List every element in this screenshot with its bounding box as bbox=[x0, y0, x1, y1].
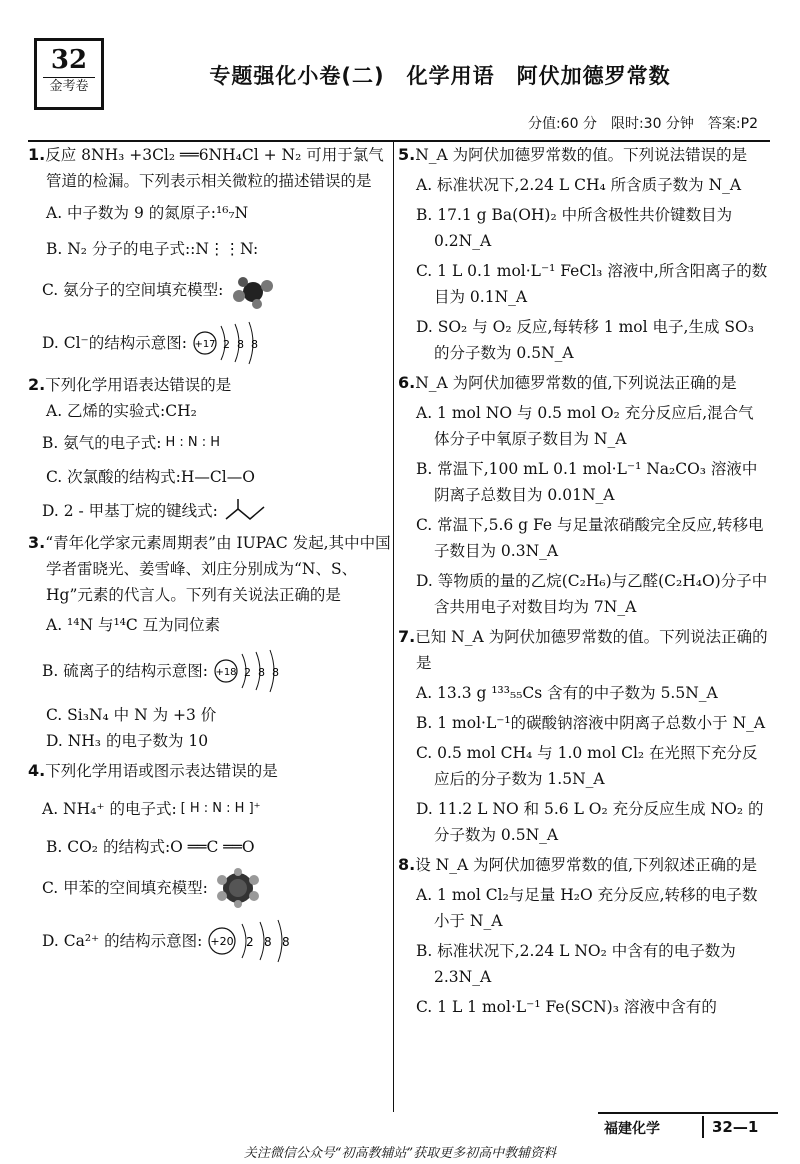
option-c-label: C. 氨分子的空间填充模型: bbox=[42, 281, 224, 299]
option-c: C. Si₃N₄ 中 N 为 +3 价 bbox=[46, 706, 217, 724]
option-c-label: C. 甲苯的空间填充模型: bbox=[42, 879, 208, 897]
shell-3: 8 bbox=[282, 935, 291, 949]
option-b: B. N₂ 分子的电子式::N⋮⋮N: bbox=[46, 240, 259, 258]
question-number: 3. bbox=[28, 533, 46, 552]
question-stem: 设 N_A 为阿伏加德罗常数的值,下列叙述正确的是 bbox=[415, 856, 758, 874]
nucleus-charge: +18 bbox=[215, 667, 237, 678]
question-7 bbox=[398, 624, 768, 848]
question-stem: 反应 8NH₃ +3Cl₂ ══6NH₄Cl + N₂ 可用于氯气管道的检漏。下列表示相关微粒的描述错误的是 bbox=[45, 146, 384, 190]
option-c: C. 1 L 1 mol·L⁻¹ Fe(SCN)₃ 溶液中含有的 bbox=[416, 998, 717, 1016]
option-a-label: A. NH₄⁺ 的电子式: bbox=[42, 800, 177, 818]
question-stem: 下列化学用语表达错误的是 bbox=[45, 376, 232, 394]
left-column bbox=[28, 142, 398, 964]
option-b bbox=[28, 648, 398, 694]
option-c: C. 1 L 0.1 mol·L⁻¹ FeCl₃ 溶液中,所含阳离子的数目为 0.1N_A bbox=[416, 262, 768, 306]
calcium-ion-structure-diagram bbox=[206, 918, 302, 964]
question-number: 4. bbox=[28, 761, 46, 780]
shell-1: 2 bbox=[222, 338, 230, 351]
question-stem: “青年化学家元素周期表”由 IUPAC 发起,其中中国学者雷晓光、姜雪峰、刘庄分别成为“N、S、Hg”元素的代言人。下列有关说法正确的是 bbox=[45, 534, 391, 604]
option-c: C. 0.5 mol CH₄ 与 1.0 mol Cl₂ 在光照下充分反应后的分子数为 1.5N_A bbox=[416, 744, 758, 788]
toluene-model-icon bbox=[212, 868, 268, 908]
shell-2: 8 bbox=[257, 666, 265, 679]
option-c bbox=[28, 270, 398, 310]
paper-badge bbox=[34, 38, 104, 110]
option-d: D. 等物质的量的乙烷(C₂H₆)与乙醛(C₂H₄O)分子中含共用电子对数目均为 7N_A bbox=[416, 572, 768, 616]
option-a: A. 中子数为 9 的氮原子:¹⁶₇N bbox=[46, 204, 249, 222]
footer-subject: 福建化学 bbox=[604, 1121, 660, 1137]
option-a: A. 1 mol NO 与 0.5 mol O₂ 充分反应后,混合气体分子中氧原子数目为 N_A bbox=[416, 404, 754, 448]
option-a: A. 13.3 g ¹³³₅₅Cs 含有的中子数为 5.5N_A bbox=[416, 684, 718, 702]
question-6 bbox=[398, 370, 768, 620]
page-number: 32—1 bbox=[712, 1118, 759, 1136]
right-column bbox=[398, 142, 768, 1020]
option-b: B. 1 mol·L⁻¹的碳酸钠溶液中阴离子总数小于 N_A bbox=[416, 714, 766, 732]
option-c: C. 次氯酸的结构式:H—Cl—O bbox=[46, 468, 255, 486]
question-5 bbox=[398, 142, 768, 366]
option-d: D. 11.2 L NO 和 5.6 L O₂ 充分反应生成 NO₂ 的分子数为 0.5N_A bbox=[416, 800, 764, 844]
question-stem: 下列化学用语或图示表达错误的是 bbox=[45, 762, 278, 780]
option-c bbox=[28, 868, 398, 908]
option-c: C. 常温下,5.6 g Fe 与足量浓硝酸完全反应,转移电子数目为 0.3N_A bbox=[416, 516, 764, 560]
nucleus-charge: +20 bbox=[210, 935, 234, 948]
footer-separator bbox=[702, 1116, 704, 1138]
question-number: 1. bbox=[28, 145, 46, 164]
paper-number: 32 bbox=[50, 45, 88, 75]
shell-2: 8 bbox=[236, 338, 244, 351]
paper-series-label: 金考卷 bbox=[43, 77, 95, 96]
sulfide-structure-diagram bbox=[212, 648, 292, 694]
option-d: D. SO₂ 与 O₂ 反应,每转移 1 mol 电子,生成 SO₃ 的分子数为 0.5N_A bbox=[416, 318, 754, 362]
question-4 bbox=[28, 758, 398, 964]
option-a: A. 乙烯的实验式:CH₂ bbox=[46, 402, 197, 420]
option-a: A. 1 mol Cl₂与足量 H₂O 充分反应,转移的电子数小于 N_A bbox=[416, 886, 758, 930]
nucleus-charge: +17 bbox=[194, 339, 216, 350]
option-b-label: B. 氨气的电子式: bbox=[42, 434, 162, 452]
shell-1: 2 bbox=[246, 935, 255, 949]
option-d bbox=[28, 918, 398, 964]
shell-3: 8 bbox=[271, 666, 279, 679]
question-number: 2. bbox=[28, 375, 46, 394]
option-d: D. NH₃ 的电子数为 10 bbox=[46, 732, 209, 750]
question-stem: N_A 为阿伏加德罗常数的值,下列说法正确的是 bbox=[415, 374, 737, 392]
option-d-label: D. Cl⁻的结构示意图: bbox=[42, 334, 187, 352]
wechat-notice: 关注微信公众号“初高教辅站”获取更多初高中教辅资料 bbox=[243, 1146, 557, 1161]
shell-3: 8 bbox=[250, 338, 258, 351]
option-b: B. 标准状况下,2.24 L NO₂ 中含有的电子数为 2.3N_A bbox=[416, 942, 736, 986]
option-d bbox=[28, 498, 398, 524]
option-a: A. ¹⁴N 与¹⁴C 互为同位素 bbox=[46, 616, 221, 634]
question-1 bbox=[28, 142, 398, 366]
question-2 bbox=[28, 372, 398, 524]
footer-rule bbox=[598, 1112, 778, 1114]
question-stem: N_A 为阿伏加德罗常数的值。下列说法错误的是 bbox=[415, 146, 748, 164]
option-b bbox=[28, 430, 398, 456]
option-b: B. CO₂ 的结构式:O ══C ══O bbox=[46, 838, 255, 856]
question-number: 8. bbox=[398, 855, 416, 874]
score-time-answer: 分值:60 分 限时:30 分钟 答案:P2 bbox=[527, 116, 758, 132]
ammonia-electron-formula: H : N : H bbox=[165, 435, 221, 450]
ammonia-model-icon bbox=[227, 270, 287, 310]
option-b: B. 常温下,100 mL 0.1 mol·L⁻¹ Na₂CO₃ 溶液中阴离子总数目为 0.01N_A bbox=[416, 460, 758, 504]
question-3 bbox=[28, 530, 398, 754]
page-title: 专题强化小卷(二) 化学用语 阿伏加德罗常数 bbox=[209, 64, 671, 88]
ammonium-electron-formula: [ H : N : H ]⁺ bbox=[180, 801, 261, 816]
option-a: A. 标准状况下,2.24 L CH₄ 所含质子数为 N_A bbox=[416, 176, 742, 194]
question-number: 6. bbox=[398, 373, 416, 392]
option-a bbox=[28, 796, 398, 822]
chloride-structure-diagram bbox=[191, 320, 271, 366]
shell-2: 8 bbox=[264, 935, 273, 949]
option-d-label: D. 2 - 甲基丁烷的键线式: bbox=[42, 502, 218, 520]
option-b: B. 17.1 g Ba(OH)₂ 中所含极性共价键数目为 0.2N_A bbox=[416, 206, 733, 250]
option-d bbox=[28, 320, 398, 366]
option-b-label: B. 硫离子的结构示意图: bbox=[42, 662, 208, 680]
skeletal-formula-icon bbox=[222, 499, 272, 523]
question-8 bbox=[398, 852, 768, 1020]
question-number: 5. bbox=[398, 145, 416, 164]
question-stem: 已知 N_A 为阿伏加德罗常数的值。下列说法正确的是 bbox=[415, 628, 768, 672]
option-d-label: D. Ca²⁺ 的结构示意图: bbox=[42, 932, 203, 950]
shell-1: 2 bbox=[243, 666, 251, 679]
question-number: 7. bbox=[398, 627, 416, 646]
